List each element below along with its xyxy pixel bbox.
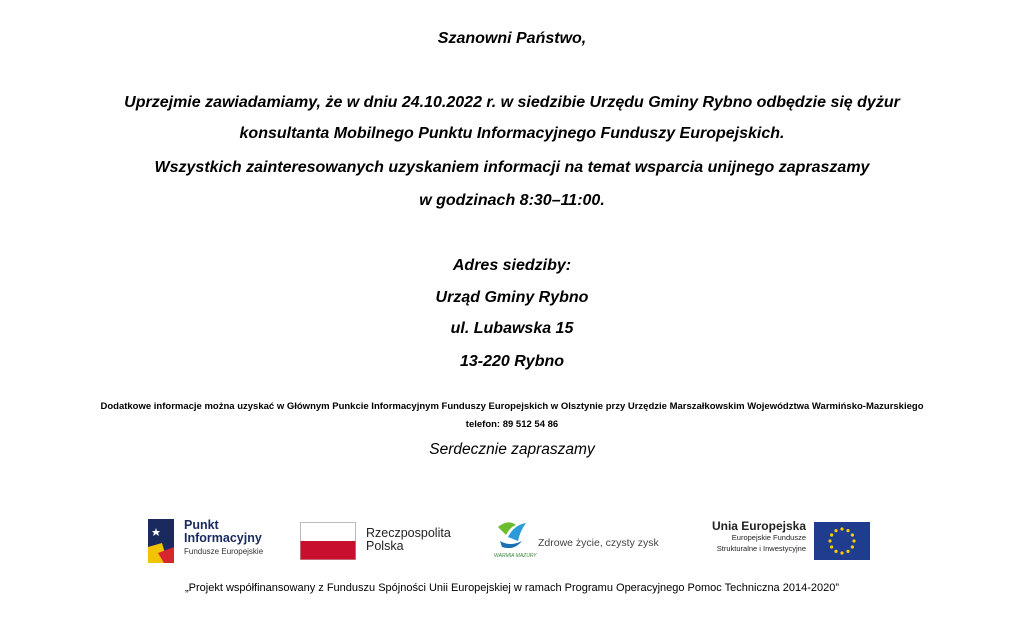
- address-line: 13-220 Rybno: [459, 353, 565, 370]
- address-line: ul. Lubawska 15: [450, 320, 574, 337]
- punkt-title: Punkt: [184, 518, 219, 532]
- eu-star: [851, 533, 854, 536]
- punkt-informacyjny-logo: [148, 515, 278, 567]
- eu-star: [840, 527, 843, 530]
- eu-star: [852, 539, 855, 542]
- paragraph-line: Uprzejmie zawiadamiamy, że w dniu 24.10.2022 r. w siedzibie Urzędu Gminy Rybno odbędzie się dyżur: [124, 94, 900, 111]
- unia-europejska-logo: [708, 515, 873, 567]
- star-flag-icon: [148, 517, 176, 565]
- warmia-mazury-logo: [494, 515, 674, 567]
- rzeczpospolita-logo: [300, 515, 470, 567]
- ue-sub-2: Strukturalne i Inwestycyjne: [716, 544, 806, 553]
- greeting: Szanowni Państwo,: [437, 30, 587, 47]
- eu-star: [840, 551, 843, 554]
- eu-star: [851, 545, 854, 548]
- punkt-title-2: Informacyjny: [184, 531, 262, 545]
- eu-star: [828, 539, 831, 542]
- eu-star: [846, 529, 849, 532]
- eu-star: [834, 550, 837, 553]
- eu-star: [830, 545, 833, 548]
- rp-line-2: Polska: [366, 539, 404, 553]
- eu-star: [846, 550, 849, 553]
- paragraph-line: Wszystkich zainteresowanych uzyskaniem informacji na temat wsparcia unijnego zapraszamy: [154, 159, 870, 176]
- closing: Serdecznie zapraszamy: [429, 441, 595, 458]
- ue-title: Unia Europejska: [711, 519, 806, 533]
- warmia-tagline: Zdrowe życie, czysty zysk: [538, 537, 659, 549]
- footer-note: „Projekt współfinansowany z Funduszu Spójności Unii Europejskiej w ramach Programu Operacyjnego Pomoc Techniczna 2014-2020”: [184, 582, 840, 594]
- ue-sub-1: Europejskie Fundusze: [731, 533, 806, 542]
- eu-star: [834, 529, 837, 532]
- address-heading: Adres siedziby:: [452, 257, 572, 274]
- phone-number: telefon: 89 512 54 86: [465, 419, 559, 430]
- rp-line-1: Rzeczpospolita: [366, 526, 451, 540]
- additional-info: Dodatkowe informacje można uzyskać w Głównym Punkcie Informacyjnym Funduszy Europejskich w Olsztynie przy Urzędzie Marszałkowskim Województwa Warmińsko-Mazurskiego: [100, 401, 924, 412]
- eu-flag-icon: [814, 522, 870, 560]
- logo-bar: [0, 515, 1024, 567]
- address-line: Urząd Gminy Rybno: [435, 289, 589, 306]
- paragraph-line: w godzinach 8:30–11:00.: [419, 192, 605, 209]
- warmia-mazury-logo-icon: [494, 517, 530, 553]
- polish-flag-icon: [300, 522, 356, 560]
- eu-star: [830, 533, 833, 536]
- paragraph-line: konsultanta Mobilnego Punktu Informacyjnego Funduszy Europejskich.: [239, 125, 785, 142]
- warmia-small-text: WARMIA MAZURY: [494, 553, 537, 559]
- punkt-subtitle: Fundusze Europejskie: [184, 547, 264, 556]
